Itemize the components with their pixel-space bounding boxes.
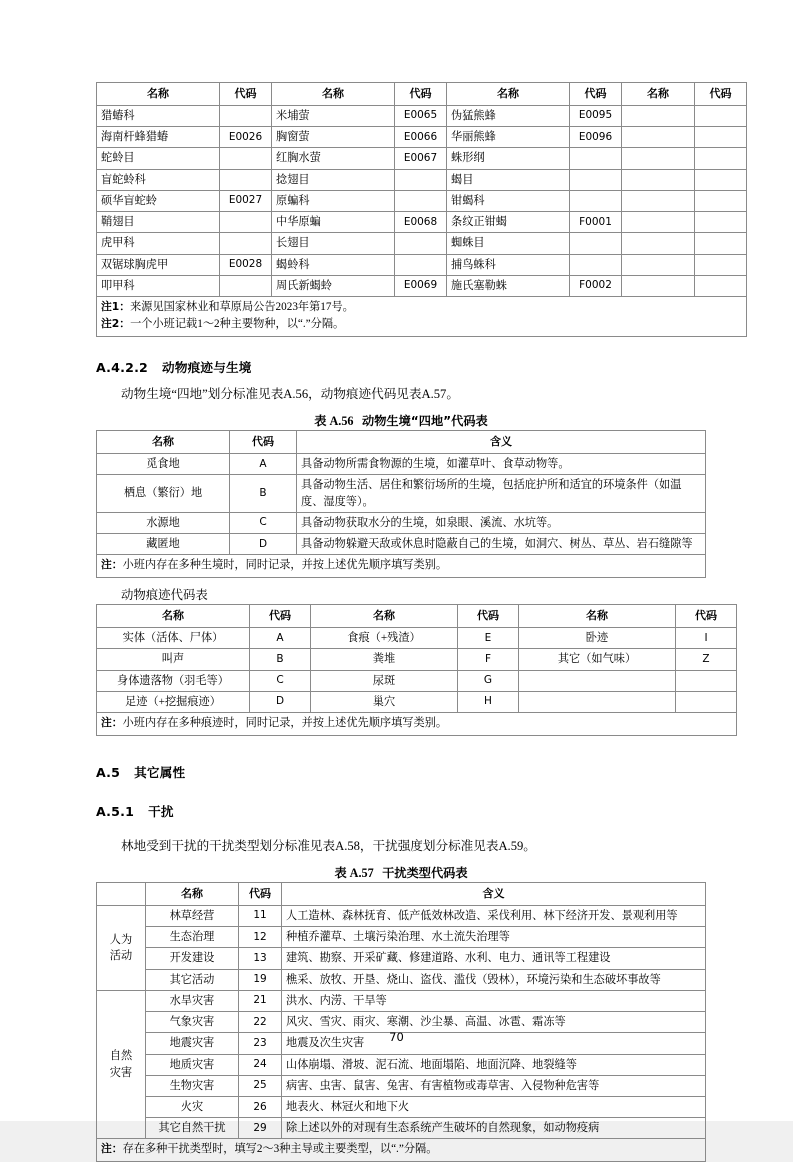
disturbance-code: 26 — [239, 1097, 282, 1118]
species-name: 捻翅目 — [272, 169, 395, 190]
disturbance-name: 水旱灾害 — [146, 990, 239, 1011]
species-code: E0068 — [395, 212, 447, 233]
col-header-name-1: 名称 — [97, 83, 220, 106]
trace-code: I — [676, 628, 737, 649]
disturbance-name: 地质灾害 — [146, 1054, 239, 1075]
heading-a51 — [96, 801, 706, 820]
species-name: 长翅目 — [272, 233, 395, 254]
species-code — [395, 169, 447, 190]
disturbance-name: 生物灾害 — [146, 1075, 239, 1096]
species-code — [570, 233, 622, 254]
table-row — [97, 105, 747, 126]
col-header-code-1: 代码 — [220, 83, 272, 106]
species-name — [622, 148, 695, 169]
note-label: 注： — [101, 716, 123, 730]
species-code: E0027 — [220, 190, 272, 211]
disturbance-name: 生态治理 — [146, 927, 239, 948]
species-code — [695, 148, 747, 169]
note-text: 一个小班记载1～2种主要物种，以“.”分隔。 — [130, 318, 345, 331]
species-name: 钳蝎科 — [447, 190, 570, 211]
trace-name — [519, 670, 676, 691]
species-name — [622, 169, 695, 190]
species-code: E0065 — [395, 105, 447, 126]
trace-code — [676, 691, 737, 712]
species-code — [695, 212, 747, 233]
species-name: 猎蝽科 — [97, 105, 220, 126]
habitat-table-note — [97, 555, 706, 577]
habitat-code: B — [230, 475, 297, 512]
species-name — [622, 190, 695, 211]
col-header-meaning: 含义 — [297, 431, 706, 454]
trace-code: H — [458, 691, 519, 712]
species-name: 施氏塞勒蛛 — [447, 275, 570, 296]
clause-title: 其它属性 — [134, 764, 186, 780]
trace-code: E — [458, 628, 519, 649]
species-name: 华丽熊蜂 — [447, 127, 570, 148]
trace-name: 足迹（+挖掘痕迹） — [97, 691, 250, 712]
col-header-code-3: 代码 — [676, 605, 737, 628]
group-label-line: 人为 — [109, 933, 133, 946]
table-header-row — [97, 605, 737, 628]
disturbance-name: 地震灾害 — [146, 1033, 239, 1054]
animal-trace-code-table — [96, 604, 737, 735]
table-row — [97, 454, 706, 475]
col-header-name: 名称 — [146, 882, 239, 905]
note-label: 注2： — [101, 317, 131, 331]
disturbance-code: 21 — [239, 990, 282, 1011]
table-row — [97, 670, 737, 691]
disturbance-name: 开发建设 — [146, 948, 239, 969]
species-code — [220, 148, 272, 169]
caption-number: 表 A.56 — [314, 413, 354, 428]
species-table-notes — [97, 297, 747, 337]
table-row — [97, 127, 747, 148]
habitat-meaning: 具备动物获取水分的生境，如泉眼、溪流、水坑等。 — [297, 512, 706, 533]
disturbance-table-header — [97, 882, 706, 905]
trace-name — [519, 691, 676, 712]
table-row — [97, 254, 747, 275]
col-header-code-1: 代码 — [250, 605, 311, 628]
species-name: 捕鸟蛛科 — [447, 254, 570, 275]
species-code: E0028 — [220, 254, 272, 275]
species-name: 蝎目 — [447, 169, 570, 190]
species-name: 周氏新蝎蛉 — [272, 275, 395, 296]
species-code: F0001 — [570, 212, 622, 233]
species-name: 蝎蛉科 — [272, 254, 395, 275]
species-code — [220, 212, 272, 233]
species-code — [220, 275, 272, 296]
habitat-name: 觅食地 — [97, 454, 230, 475]
disturbance-name: 其它活动 — [146, 969, 239, 990]
species-code — [570, 148, 622, 169]
table-header-row — [97, 83, 747, 106]
species-name: 双锯球胸虎甲 — [97, 254, 220, 275]
note-label: 注1： — [101, 300, 131, 314]
disturbance-name: 林草经营 — [146, 905, 239, 926]
trace-code: Z — [676, 649, 737, 670]
species-name: 中华原蝙 — [272, 212, 395, 233]
trace-name: 其它（如气味） — [519, 649, 676, 670]
disturbance-table-note — [97, 1139, 706, 1161]
col-header-code-2: 代码 — [458, 605, 519, 628]
species-name: 原蝙科 — [272, 190, 395, 211]
trace-code: D — [250, 691, 311, 712]
species-code — [695, 254, 747, 275]
species-code — [220, 169, 272, 190]
habitat-meaning: 具备动物躲避天敌或休息时隐蔽自己的生境，如洞穴、树丛、草丛、岩石缝隙等 — [297, 534, 706, 555]
species-name — [622, 105, 695, 126]
clause-number: A.4.2.2 — [96, 359, 149, 375]
table-row — [97, 475, 706, 512]
species-code — [695, 127, 747, 148]
disturbance-meaning: 樵采、放牧、开垦、烧山、盗伐、滥伐（毁林），环境污染和生态破坏事故等 — [282, 969, 706, 990]
species-name: 蜘蛛目 — [447, 233, 570, 254]
heading-a422 — [96, 357, 706, 376]
habitat-code: C — [230, 512, 297, 533]
disturbance-name: 气象灾害 — [146, 1012, 239, 1033]
habitat-code-table — [96, 430, 706, 577]
species-code — [220, 233, 272, 254]
disturbance-meaning: 地表火、林冠火和地下火 — [282, 1097, 706, 1118]
col-header-name: 名称 — [97, 431, 230, 454]
species-code — [695, 190, 747, 211]
clause-number: A.5 — [96, 764, 121, 780]
species-table-header — [97, 83, 747, 106]
disturbance-group-label — [97, 905, 146, 990]
table-row — [97, 275, 747, 296]
species-table-body — [97, 105, 747, 336]
habitat-meaning: 具备动物所需食物源的生境，如灌草叶、食草动物等。 — [297, 454, 706, 475]
disturbance-type-code-table — [96, 882, 706, 1162]
table-row — [97, 534, 706, 555]
species-code: E0095 — [570, 105, 622, 126]
clause-title: 干扰 — [148, 803, 174, 819]
disturbance-name: 其它自然干扰 — [146, 1118, 239, 1139]
col-header-name-2: 名称 — [311, 605, 458, 628]
species-name: 红胸水萤 — [272, 148, 395, 169]
disturbance-code: 29 — [239, 1118, 282, 1139]
clause-title: 动物痕迹与生境 — [162, 359, 252, 375]
table-note-row — [97, 297, 747, 337]
caption-table-a56 — [96, 412, 706, 430]
species-code-table — [96, 82, 747, 337]
species-name: 蛇蛉目 — [97, 148, 220, 169]
group-label-line: 自然 — [109, 1050, 133, 1063]
trace-code: G — [458, 670, 519, 691]
disturbance-meaning: 病害、虫害、鼠害、兔害、有害植物或毒草害、入侵物种危害等 — [282, 1075, 706, 1096]
table-row — [97, 148, 747, 169]
trace-table-body — [97, 628, 737, 735]
species-name — [622, 233, 695, 254]
disturbance-code: 23 — [239, 1033, 282, 1054]
note-label: 注： — [101, 558, 123, 572]
col-header-name-3: 名称 — [519, 605, 676, 628]
disturbance-name: 火灾 — [146, 1097, 239, 1118]
caption-traces-table: 动物痕迹代码表 — [121, 587, 208, 602]
table-header-row — [97, 882, 706, 905]
disturbance-code: 25 — [239, 1075, 282, 1096]
col-header-code-4: 代码 — [695, 83, 747, 106]
species-code — [570, 254, 622, 275]
trace-name: 粪堆 — [311, 649, 458, 670]
table-row — [97, 649, 737, 670]
disturbance-meaning: 山体崩塌、滑坡、泥石流、地面塌陷、地面沉降、地裂缝等 — [282, 1054, 706, 1075]
trace-code: C — [250, 670, 311, 691]
col-header-code: 代码 — [230, 431, 297, 454]
species-code: F0002 — [570, 275, 622, 296]
disturbance-code: 24 — [239, 1054, 282, 1075]
trace-name: 食痕（+残渣） — [311, 628, 458, 649]
species-name: 鞘翅目 — [97, 212, 220, 233]
species-code — [220, 105, 272, 126]
species-name: 伪猛熊蜂 — [447, 105, 570, 126]
col-header-name-1: 名称 — [97, 605, 250, 628]
paragraph-a422: 动物生境“四地”划分标准见表A.56，动物痕迹代码见表A.57。 — [121, 386, 459, 401]
habitat-name: 水源地 — [97, 512, 230, 533]
disturbance-code: 13 — [239, 948, 282, 969]
species-name: 盲蛇蛉科 — [97, 169, 220, 190]
table-row — [97, 927, 706, 948]
species-name — [622, 275, 695, 296]
disturbance-code: 19 — [239, 969, 282, 990]
col-header-name-4: 名称 — [622, 83, 695, 106]
col-header-name-2: 名称 — [272, 83, 395, 106]
species-name: 叩甲科 — [97, 275, 220, 296]
table-row — [97, 905, 706, 926]
note-label: 注： — [101, 1142, 123, 1156]
table-row — [97, 190, 747, 211]
species-code: E0026 — [220, 127, 272, 148]
species-code — [695, 233, 747, 254]
table-row — [97, 969, 706, 990]
disturbance-meaning: 种植乔灌草、土壤污染治理、水土流失治理等 — [282, 927, 706, 948]
col-header-code: 代码 — [239, 882, 282, 905]
clause-number: A.5.1 — [96, 803, 135, 819]
trace-name: 卧迹 — [519, 628, 676, 649]
col-header-code-2: 代码 — [395, 83, 447, 106]
disturbance-meaning: 洪水、内涝、干旱等 — [282, 990, 706, 1011]
table-row — [97, 1118, 706, 1139]
species-code — [395, 233, 447, 254]
col-header-group — [97, 882, 146, 905]
table-row — [97, 628, 737, 649]
table-row — [97, 948, 706, 969]
trace-code: B — [250, 649, 311, 670]
trace-name: 实体（活体、尸体） — [97, 628, 250, 649]
trace-name: 身体遗落物（羽毛等） — [97, 670, 250, 691]
species-name — [622, 254, 695, 275]
habitat-name: 藏匿地 — [97, 534, 230, 555]
note-text: 小班内存在多种痕迹时，同时记录，并按上述优先顺序填写类别。 — [122, 717, 448, 730]
habitat-code: A — [230, 454, 297, 475]
caption-number: 表 A.57 — [334, 865, 374, 880]
species-name — [622, 127, 695, 148]
species-code — [695, 105, 747, 126]
table-note-row — [97, 1139, 706, 1161]
disturbance-code: 22 — [239, 1012, 282, 1033]
habitat-table-body — [97, 454, 706, 578]
table-row — [97, 1054, 706, 1075]
caption-title: 动物生境“四地”代码表 — [362, 413, 488, 428]
col-header-name-3: 名称 — [447, 83, 570, 106]
species-name: 海南杆蜂猎蝽 — [97, 127, 220, 148]
species-name: 米埔萤 — [272, 105, 395, 126]
heading-a5 — [96, 762, 706, 781]
note-line — [101, 299, 742, 316]
habitat-meaning: 具备动物生活、居住和繁衍场所的生境，包括庇护所和适宜的环境条件（如温度、湿度等）。 — [297, 475, 706, 512]
trace-code — [676, 670, 737, 691]
page-content — [96, 82, 732, 1162]
species-code — [395, 190, 447, 211]
page-number: 70 — [389, 1030, 404, 1044]
group-label-line: 灾害 — [109, 1066, 133, 1079]
table-row — [97, 1097, 706, 1118]
trace-code: F — [458, 649, 519, 670]
col-header-meaning: 含义 — [282, 882, 706, 905]
species-code: E0096 — [570, 127, 622, 148]
disturbance-meaning: 建筑、勘察、开采矿藏、修建道路、水利、电力、通讯等工程建设 — [282, 948, 706, 969]
habitat-table-header — [97, 431, 706, 454]
table-note-row — [97, 713, 737, 735]
habitat-name: 栖息（繁衍）地 — [97, 475, 230, 512]
species-code: E0067 — [395, 148, 447, 169]
species-name: 硕华盲蛇蛉 — [97, 190, 220, 211]
table-row — [97, 1075, 706, 1096]
table-row — [97, 512, 706, 533]
disturbance-meaning: 除上述以外的对现有生态系统产生破坏的自然现象，如动物疫病 — [282, 1118, 706, 1139]
trace-table-header — [97, 605, 737, 628]
trace-name: 叫声 — [97, 649, 250, 670]
trace-code: A — [250, 628, 311, 649]
table-row — [97, 691, 737, 712]
paragraph-a51: 林地受到干扰的干扰类型划分标准见表A.58，干扰强度划分标准见表A.59。 — [121, 838, 536, 853]
species-code: E0069 — [395, 275, 447, 296]
note-text: 小班内存在多种生境时，同时记录，并按上述优先顺序填写类别。 — [122, 559, 448, 572]
species-name: 蛛形纲 — [447, 148, 570, 169]
table-row — [97, 212, 747, 233]
col-header-code-3: 代码 — [570, 83, 622, 106]
caption-table-a57 — [96, 864, 706, 882]
trace-table-note — [97, 713, 737, 735]
species-name: 胸窗萤 — [272, 127, 395, 148]
table-header-row — [97, 431, 706, 454]
table-row — [97, 169, 747, 190]
table-row — [97, 990, 706, 1011]
disturbance-meaning: 风灾、雪灾、雨灾、寒潮、沙尘暴、高温、冰雹、霜冻等 — [282, 1012, 706, 1033]
trace-name: 巢穴 — [311, 691, 458, 712]
habitat-code: D — [230, 534, 297, 555]
note-text: 来源见国家林业和草原局公告2023年第17号。 — [130, 301, 354, 314]
note-text: 存在多种干扰类型时，填写2～3种主导或主要类型，以“.”分隔。 — [122, 1143, 438, 1156]
note-line — [101, 316, 742, 333]
species-code — [695, 275, 747, 296]
species-name: 条纹正钳蝎 — [447, 212, 570, 233]
disturbance-group-label — [97, 990, 146, 1139]
disturbance-meaning: 人工造林、森林抚育、低产低效林改造、采伐利用、林下经济开发、景观利用等 — [282, 905, 706, 926]
table-row — [97, 233, 747, 254]
table-note-row — [97, 555, 706, 577]
species-code — [695, 169, 747, 190]
trace-name: 尿斑 — [311, 670, 458, 691]
species-code — [570, 169, 622, 190]
caption-title: 干扰类型代码表 — [382, 865, 468, 880]
disturbance-code: 12 — [239, 927, 282, 948]
disturbance-code: 11 — [239, 905, 282, 926]
species-name: 虎甲科 — [97, 233, 220, 254]
group-label-line: 活动 — [109, 949, 133, 962]
species-name — [622, 212, 695, 233]
species-code — [395, 254, 447, 275]
species-code: E0066 — [395, 127, 447, 148]
species-code — [570, 190, 622, 211]
disturbance-meaning: 地震及次生灾害 — [282, 1033, 706, 1054]
